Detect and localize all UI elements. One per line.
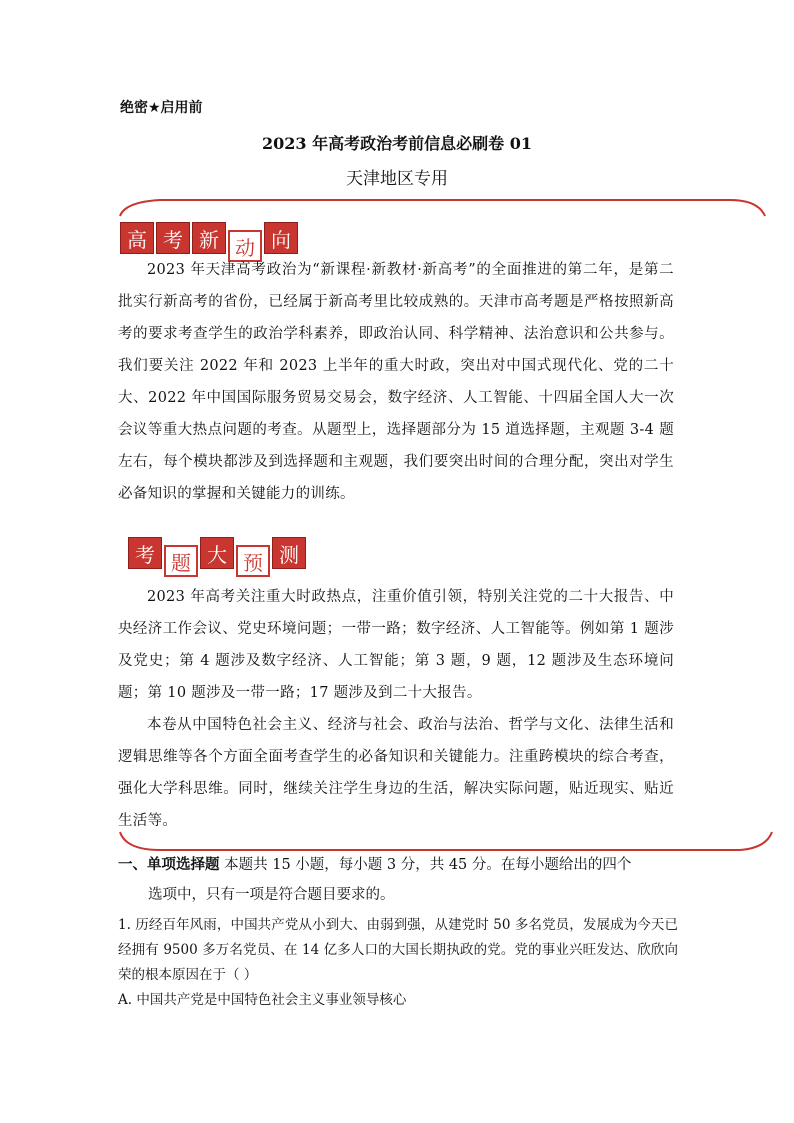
badge-char: 测	[272, 537, 306, 569]
section2-paragraph-1: 2023 年高考关注重大时政热点，注重价值引领，特别关注党的二十大报告、中央经济工作会议、党史环境问题；一带一路；数字经济、人工智能等。例如第 1 题涉及党史；第 4 题涉及数字经济、人工智能；第 3 题，9 题，12 题涉及生态环境问题；第 10 题涉及一带一路；17 题涉及到二十大报告。	[118, 589, 674, 701]
badge-char: 向	[264, 222, 298, 254]
badge-char: 大	[200, 537, 234, 569]
exam-title: 2023 年高考政治考前信息必刷卷 01	[262, 134, 532, 153]
question-section-heading	[118, 850, 678, 910]
heading-label: 一、单项选择题	[118, 856, 220, 873]
section2-paragraph-block	[118, 581, 674, 837]
section2-paragraph-2: 本卷从中国特色社会主义、经济与社会、政治与法治、哲学与文化、法律生活和逻辑思维等各个方面全面考查学生的必备知识和关键能力。注重跨模块的综合考查，强化大学科思维。同时，继续关注学生身边的生活，解决实际问题，贴近现实、贴近生活等。	[118, 717, 674, 829]
badge-char: 考	[128, 537, 162, 569]
question-1	[118, 913, 678, 1013]
exam-subtitle: 天津地区专用	[346, 169, 448, 189]
top-arc-line	[120, 200, 765, 216]
secret-label: 绝密★启用前	[120, 100, 203, 116]
section1-paragraph-block	[118, 254, 674, 510]
question-1-option-a: A. 中国共产党是中国特色社会主义事业领导核心	[118, 992, 407, 1008]
badge-char: 考	[156, 222, 190, 254]
badge-char: 高	[120, 222, 154, 254]
badge-char: 题	[164, 545, 198, 577]
badge-char: 预	[236, 545, 270, 577]
badge-char: 新	[192, 222, 226, 254]
heading-description: 本题共 15 小题，每小题 3 分，共 45 分。在每小题给出的四个	[224, 857, 632, 873]
question-1-stem: 1. 历经百年风雨，中国共产党从小到大、由弱到强，从建党时 50 多名党员，发展成为今天已经拥有 9500 多万名党员、在 14 亿多人口的大国长期执政的党。党的事业兴旺发达、欣欣向荣的根本原因在于（ ）	[118, 917, 678, 983]
heading-description-line2: 选项中，只有一项是符合题目要求的。	[148, 887, 395, 903]
badge-char: 动	[228, 230, 262, 262]
section-badge-predictions	[128, 537, 306, 577]
section1-paragraph: 2023 年天津高考政治为“新课程·新教材·新高考”的全面推进的第二年，是第二批实行新高考的省份，已经属于新高考里比较成熟的。天津市高考题是严格按照新高考的要求考查学生的政治学科素养，即政治认同、科学精神、法治意识和公共参与。我们要关注 2022 年和 2023 上半年的重大时政，突出对中国式现代化、党的二十大、2022 年中国国际服务贸易交易会，数字经济、人工智能、十四届全国人大一次会议等重大热点问题的考查。从题型上，选择题部分为 15 道选择题，主观题 3-4 题左右，每个模块都涉及到选择题和主观题，我们要突出时间的合理分配，突出对学生必备知识的掌握和关键能力的训练。	[118, 262, 674, 502]
